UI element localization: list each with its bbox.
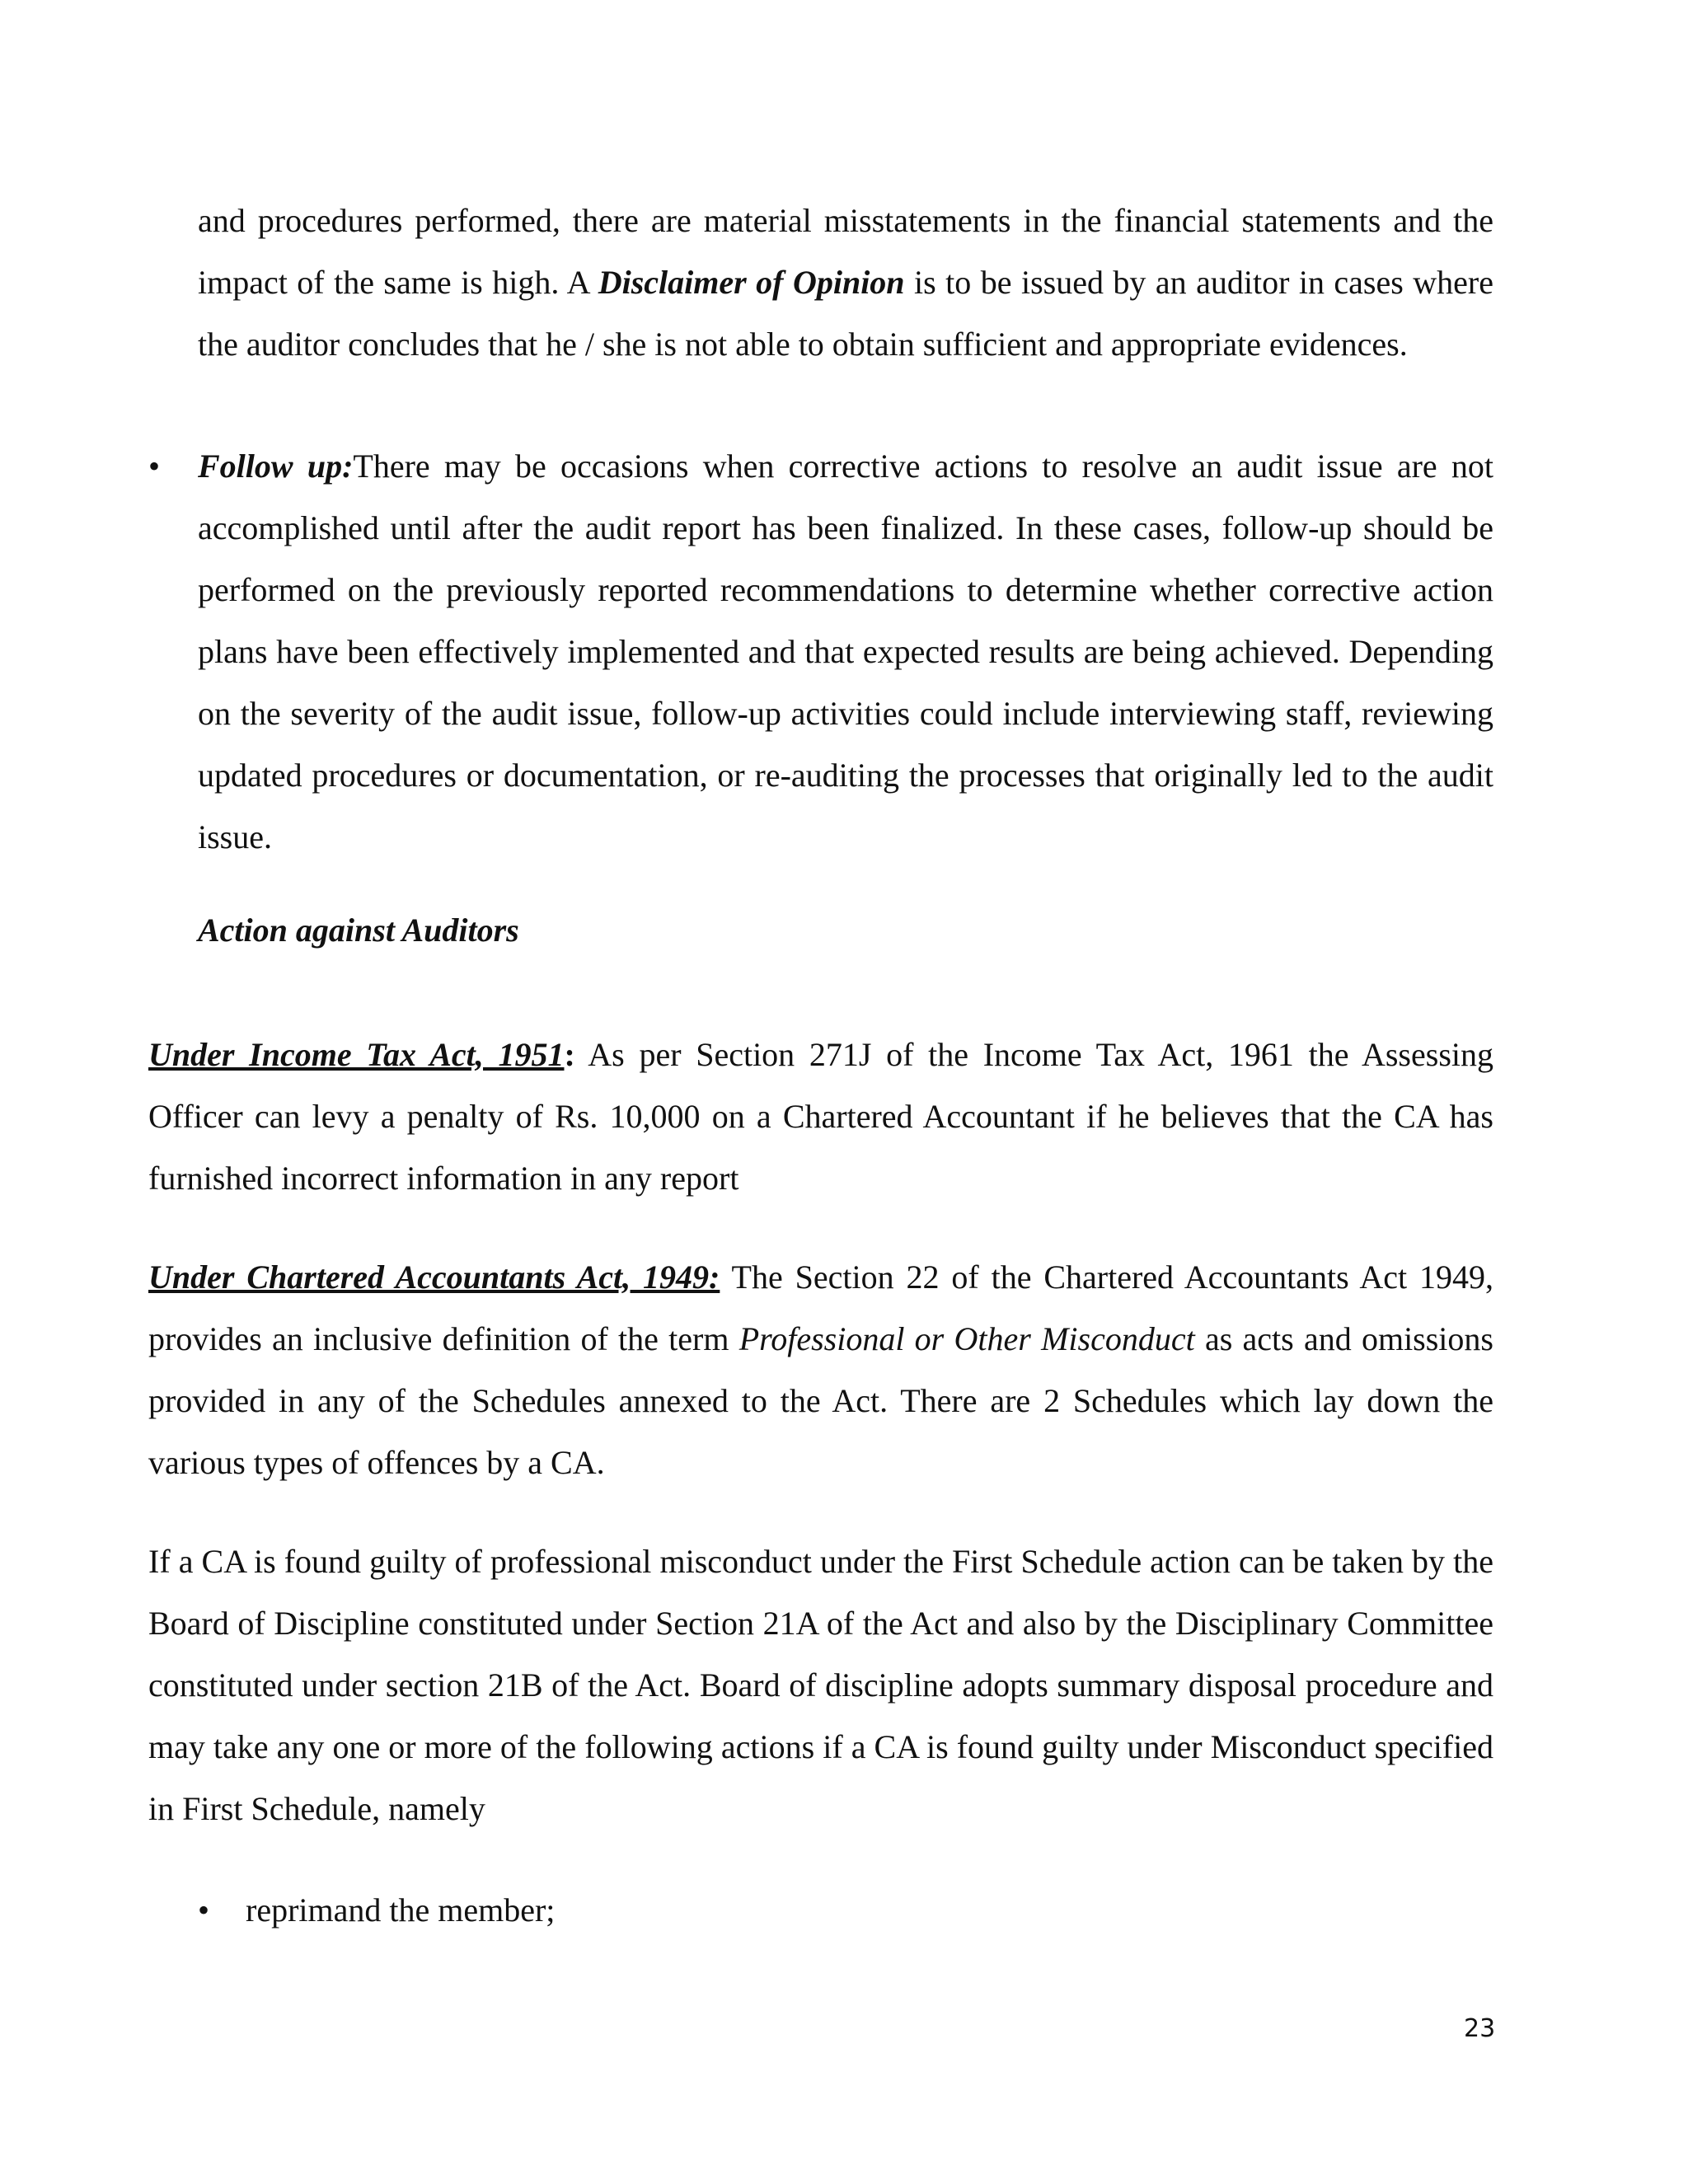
page-number: 23 — [1464, 2014, 1496, 2043]
disclaimer-of-opinion-term: Disclaimer of Opinion — [598, 264, 905, 301]
continuation-paragraph — [198, 190, 1493, 375]
section-heading: Action against Auditors — [198, 912, 519, 949]
list-item: reprimand the member; — [246, 1891, 556, 1929]
ca-act-paragraph — [148, 1246, 1493, 1493]
follow-up-paragraph — [198, 435, 1493, 868]
follow-up-text: There may be occasions when corrective actions to resolve an audit issue are not accomplished until after the audit report has been finalized. In these cases, follow-up should be performed on the previously reported recommendations to determine whether corrective action plans have been effectively implemented and that expected results are being achieved. Depending on the severity of the audit issue, follow-up activities could include interviewing staff, reviewing updated procedures or documentation, or re-auditing the processes that originally led to the audit issue. — [198, 448, 1493, 855]
income-tax-colon: : — [564, 1036, 575, 1073]
income-tax-paragraph — [148, 1024, 1493, 1209]
income-tax-text: As per Section 271J of the Income Tax Act, 1961 the Assessing Officer can levy a penalty of Rs. 10,000 on a Chartered Accountant if he believes that the CA has furnished incorrect information in any report — [148, 1036, 1493, 1197]
ca-act-text: The Section 22 of the Chartered Accountants Act 1949, provides an inclusive definition of the term — [148, 1258, 1494, 1357]
bullet-icon: • — [148, 448, 161, 485]
ca-act-label: Under Chartered Accountants Act, 1949: — [148, 1258, 720, 1296]
bullet-icon: • — [198, 1891, 210, 1929]
continuation-text: and procedures performed, there are material misstatements in the financial statements and the impact of the same is high. A — [198, 202, 1493, 301]
follow-up-label: Follow up: — [198, 448, 354, 485]
income-tax-label: Under Income Tax Act, 1951 — [148, 1036, 565, 1073]
first-schedule-paragraph: If a CA is found guilty of professional misconduct under the First Schedule action can be taken by the Board of Discipline constituted under Section 21A of the Act and also by the Disciplinary Committee constituted under section 21B of the Act. Board of discipline adopts summary disposal procedure and may take any one or more of the following actions if a CA is found guilty under Misconduct specified in First Schedule, namely — [148, 1543, 1493, 1827]
misconduct-term: Professional or Other Misconduct — [738, 1320, 1195, 1357]
continuation-text-2: is to be issued by an auditor in cases where the auditor concludes that he / she is not able to obtain sufficient and appropriate evidences. — [198, 264, 1494, 363]
ca-act-text-2: as acts and omissions provided in any of the Schedules annexed to the Act. There are 2 Schedules which lay down the various types of offences by a CA. — [148, 1320, 1493, 1481]
